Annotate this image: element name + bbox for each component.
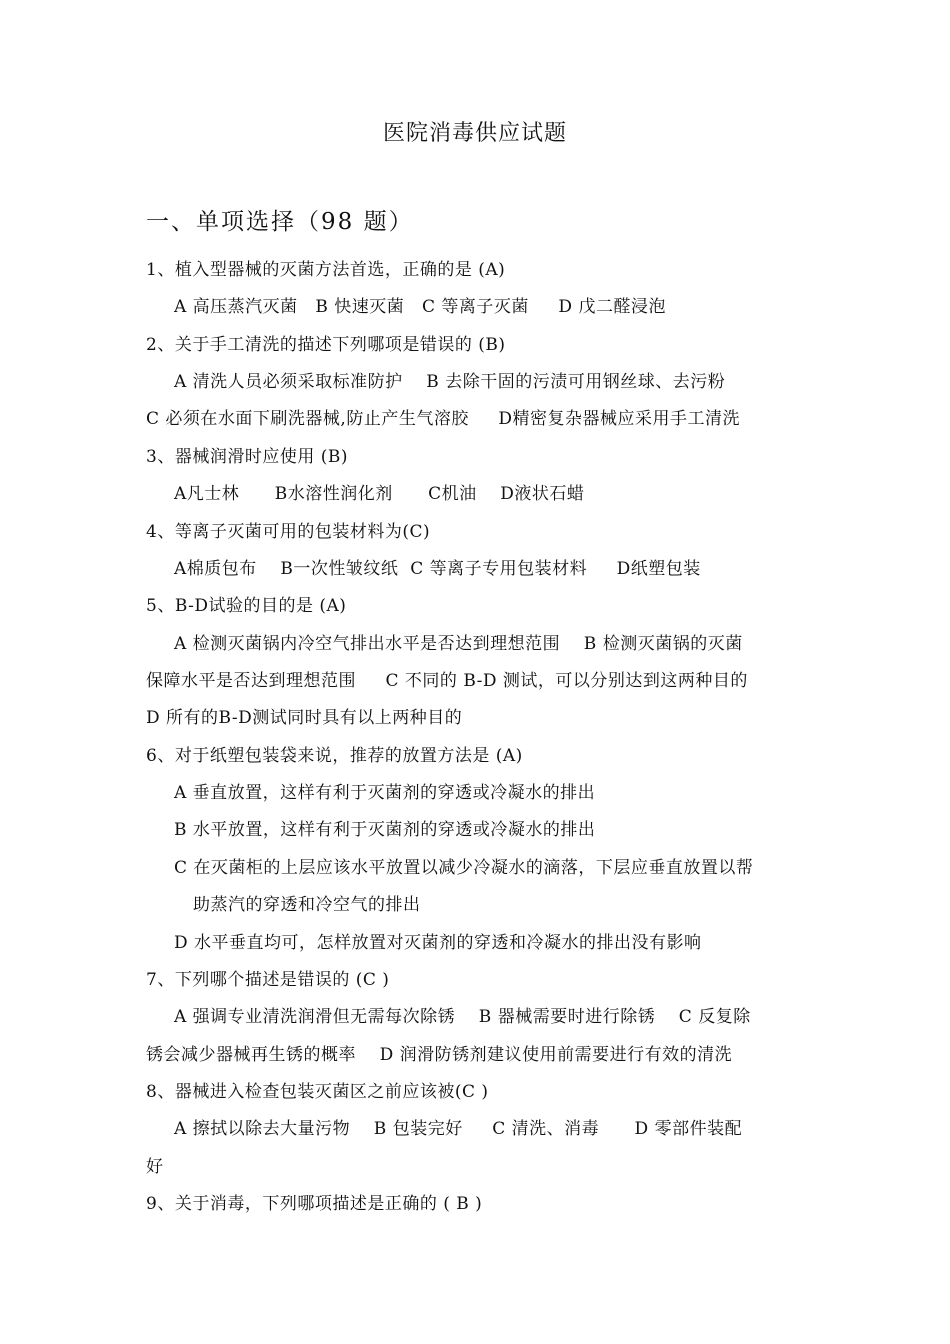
question-5-options-cont: D 所有的B-D测试同时具有以上两种目的 [146,708,463,728]
question-6: 6、对于纸塑包装袋来说，推荐的放置方法是 (A) [146,746,523,766]
question-6-option-d: D 水平垂直均可，怎样放置对灭菌剂的穿透和冷凝水的排出没有影响 [174,933,702,953]
question-2-options-cont: C 必须在水面下刷洗器械,防止产生气溶胶 D精密复杂器械应采用手工清洗 [146,409,740,429]
question-4: 4、等离子灭菌可用的包装材料为(C) [146,522,431,542]
question-2-options: A 清洗人员必须采取标准防护 B 去除干固的污渍可用钢丝球、去污粉 [174,372,726,392]
question-6-option-c-cont: 助蒸汽的穿透和冷空气的排出 [193,895,421,915]
question-9: 9、关于消毒，下列哪项描述是正确的 ( B ) [146,1194,483,1214]
question-4-options: A棉质包布 B一次性皱纹纸 C 等离子专用包装材料 D纸塑包装 [174,559,701,579]
question-1: 1、植入型器械的灭菌方法首选，正确的是 (A) [146,260,506,280]
question-8: 8、器械进入检查包装灭菌区之前应该被(C ) [146,1082,489,1102]
question-7: 7、下列哪个描述是错误的 (C ) [146,970,390,990]
document-title: 医院消毒供应试题 [382,121,567,146]
question-8-options: A 擦拭以除去大量污物 B 包装完好 C 清洗、消毒 D 零部件装配 [174,1119,743,1139]
question-2: 2、关于手工清洗的描述下列哪项是错误的 (B) [146,335,506,355]
question-7-options-cont: 锈会减少器械再生锈的概率 D 润滑防锈剂建议使用前需要进行有效的清洗 [146,1045,733,1065]
question-3-options: A凡士林 B水溶性润化剂 C机油 D液状石蜡 [174,484,585,504]
question-6-option-c: C 在灭菌柜的上层应该水平放置以减少冷凝水的滴落，下层应垂直放置以帮 [174,858,754,878]
question-5-options: A 检测灭菌锅内冷空气排出水平是否达到理想范围 B 检测灭菌锅的灭菌 [174,634,743,654]
question-6-option-a: A 垂直放置，这样有利于灭菌剂的穿透或冷凝水的排出 [174,783,596,803]
question-1-options: A 高压蒸汽灭菌 B 快速灭菌 C 等离子灭菌 D 戊二醛浸泡 [174,297,666,317]
question-3: 3、器械润滑时应使用 (B) [146,447,348,467]
question-6-option-b: B 水平放置，这样有利于灭菌剂的穿透或冷凝水的排出 [174,820,596,840]
question-8-options-cont: 好 [146,1157,164,1177]
question-5: 5、B-D试验的目的是 (A) [146,596,347,616]
question-7-options: A 强调专业清洗润滑但无需每次除锈 B 器械需要时进行除锈 C 反复除 [174,1007,751,1027]
section-heading: 一、单项选择（98 题） [146,209,414,235]
question-5-options-cont: 保障水平是否达到理想范围 C 不同的 B-D 测试，可以分别达到这两种目的 [146,671,748,691]
